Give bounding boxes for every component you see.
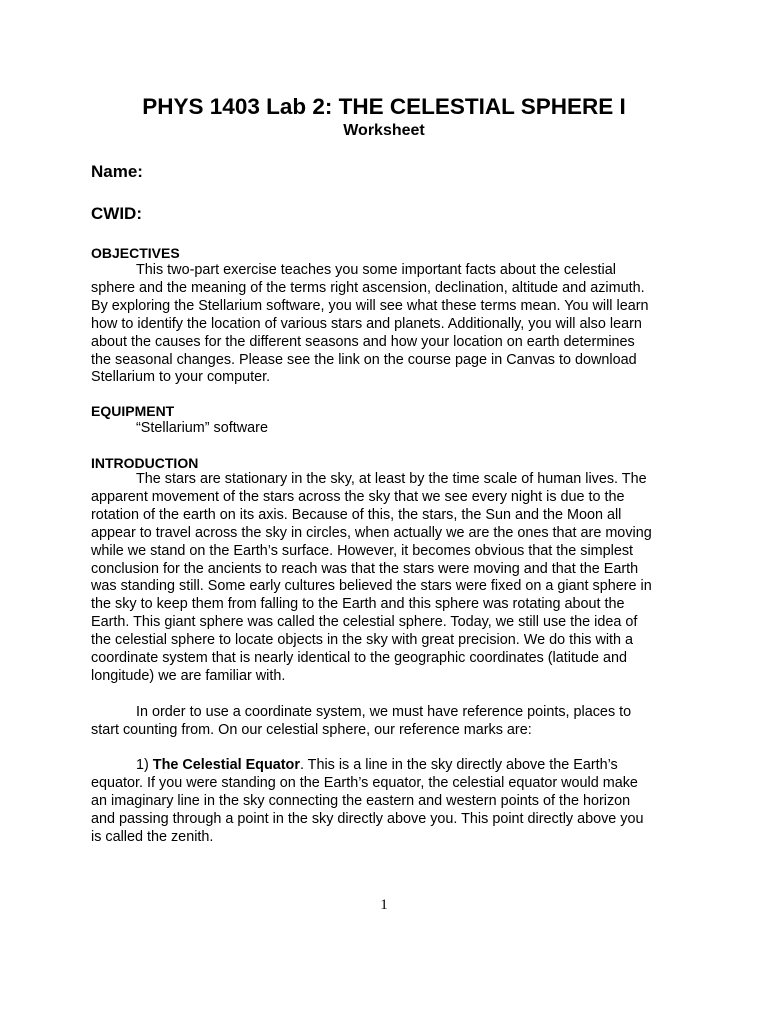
- equipment-item: [91, 420, 681, 438]
- objectives-paragraph: [91, 262, 681, 387]
- paragraph-line: the sky to keep them from falling to the Earth and this sphere was rotating about the: [91, 596, 625, 613]
- paragraph-line: coordinate system that is nearly identical to the geographic coordinates (latitude and: [91, 650, 627, 667]
- cwid-label: CWID:: [91, 204, 142, 223]
- paragraph-line: longitude) we are familiar with.: [91, 667, 286, 684]
- paragraph-line: The stars are stationary in the sky, at least by the time scale of human lives. The: [136, 471, 647, 487]
- reference-paragraph: [91, 704, 681, 740]
- paragraph-text: . This is a line in the sky directly above the Earth’s: [299, 757, 618, 773]
- list-number: 1): [136, 757, 149, 773]
- introduction-heading: INTRODUCTION: [91, 455, 199, 471]
- paragraph-line: This two-part exercise teaches you some important facts about the celestial: [136, 262, 616, 278]
- paragraph-line: the seasonal changes. Please see the link on the course page in Canvas to download: [91, 351, 637, 368]
- objectives-heading: OBJECTIVES: [91, 245, 180, 261]
- paragraph-line: [91, 757, 681, 775]
- paragraph-line: the celestial sphere to locate objects in the sky with great precision. We do this with a: [91, 632, 634, 649]
- paragraph-line: conclusion for the ancients to reach was that the stars were moving and that the Earth: [91, 560, 639, 577]
- celestial-equator-term: The Celestial Equator: [152, 757, 300, 773]
- paragraph-line: appear to travel across the sky in circles, when actually we are the ones that are moving: [91, 524, 652, 541]
- paragraph-line: while we stand on the Earth’s surface. However, it becomes obvious that the simplest: [91, 542, 634, 559]
- paragraph-line: By exploring the Stellarium software, you will see what these terms mean. You will learn: [91, 297, 649, 314]
- paragraph-line: how to identify the location of various stars and planets. Additionally, you will also learn: [91, 315, 642, 332]
- paragraph-line: “Stellarium” software: [136, 420, 268, 436]
- paragraph-line: an imaginary line in the sky connecting the eastern and western points of the horizon: [91, 792, 631, 809]
- introduction-paragraph: [91, 471, 681, 686]
- celestial-equator-paragraph: [91, 757, 681, 847]
- paragraph-line: equator. If you were standing on the Earth’s equator, the celestial equator would make: [91, 774, 638, 791]
- paragraph-line: was standing still. Some early cultures believed the stars were fixed on a giant sphere in: [91, 578, 652, 595]
- page-subtitle: Worksheet: [343, 122, 425, 139]
- paragraph-line: Stellarium to your computer.: [91, 369, 271, 386]
- paragraph-line: In order to use a coordinate system, we must have reference points, places to: [136, 704, 632, 720]
- equipment-heading: EQUIPMENT: [91, 403, 175, 419]
- paragraph-line: and passing through a point in the sky directly above you. This point directly above you: [91, 810, 644, 827]
- paragraph-line: sphere and the meaning of the terms right ascension, declination, altitude and azimuth.: [91, 279, 645, 296]
- paragraph-line: about the causes for the different seasons and how your location on earth determines: [91, 333, 635, 350]
- name-label: Name:: [91, 162, 143, 181]
- page-title: PHYS 1403 Lab 2: THE CELESTIAL SPHERE I: [142, 94, 626, 119]
- paragraph-line: apparent movement of the stars across the sky that we see every night is due to the: [91, 488, 625, 505]
- paragraph-line: rotation of the earth on its axis. Because of this, the stars, the Sun and the Moon all: [91, 506, 622, 523]
- paragraph-line: start counting from. On our celestial sphere, our reference marks are:: [91, 721, 532, 738]
- page-number: 1: [380, 897, 388, 913]
- paragraph-line: Earth. This giant sphere was called the celestial sphere. Today, we still use the idea of: [91, 614, 638, 631]
- paragraph-line: is called the zenith.: [91, 828, 214, 845]
